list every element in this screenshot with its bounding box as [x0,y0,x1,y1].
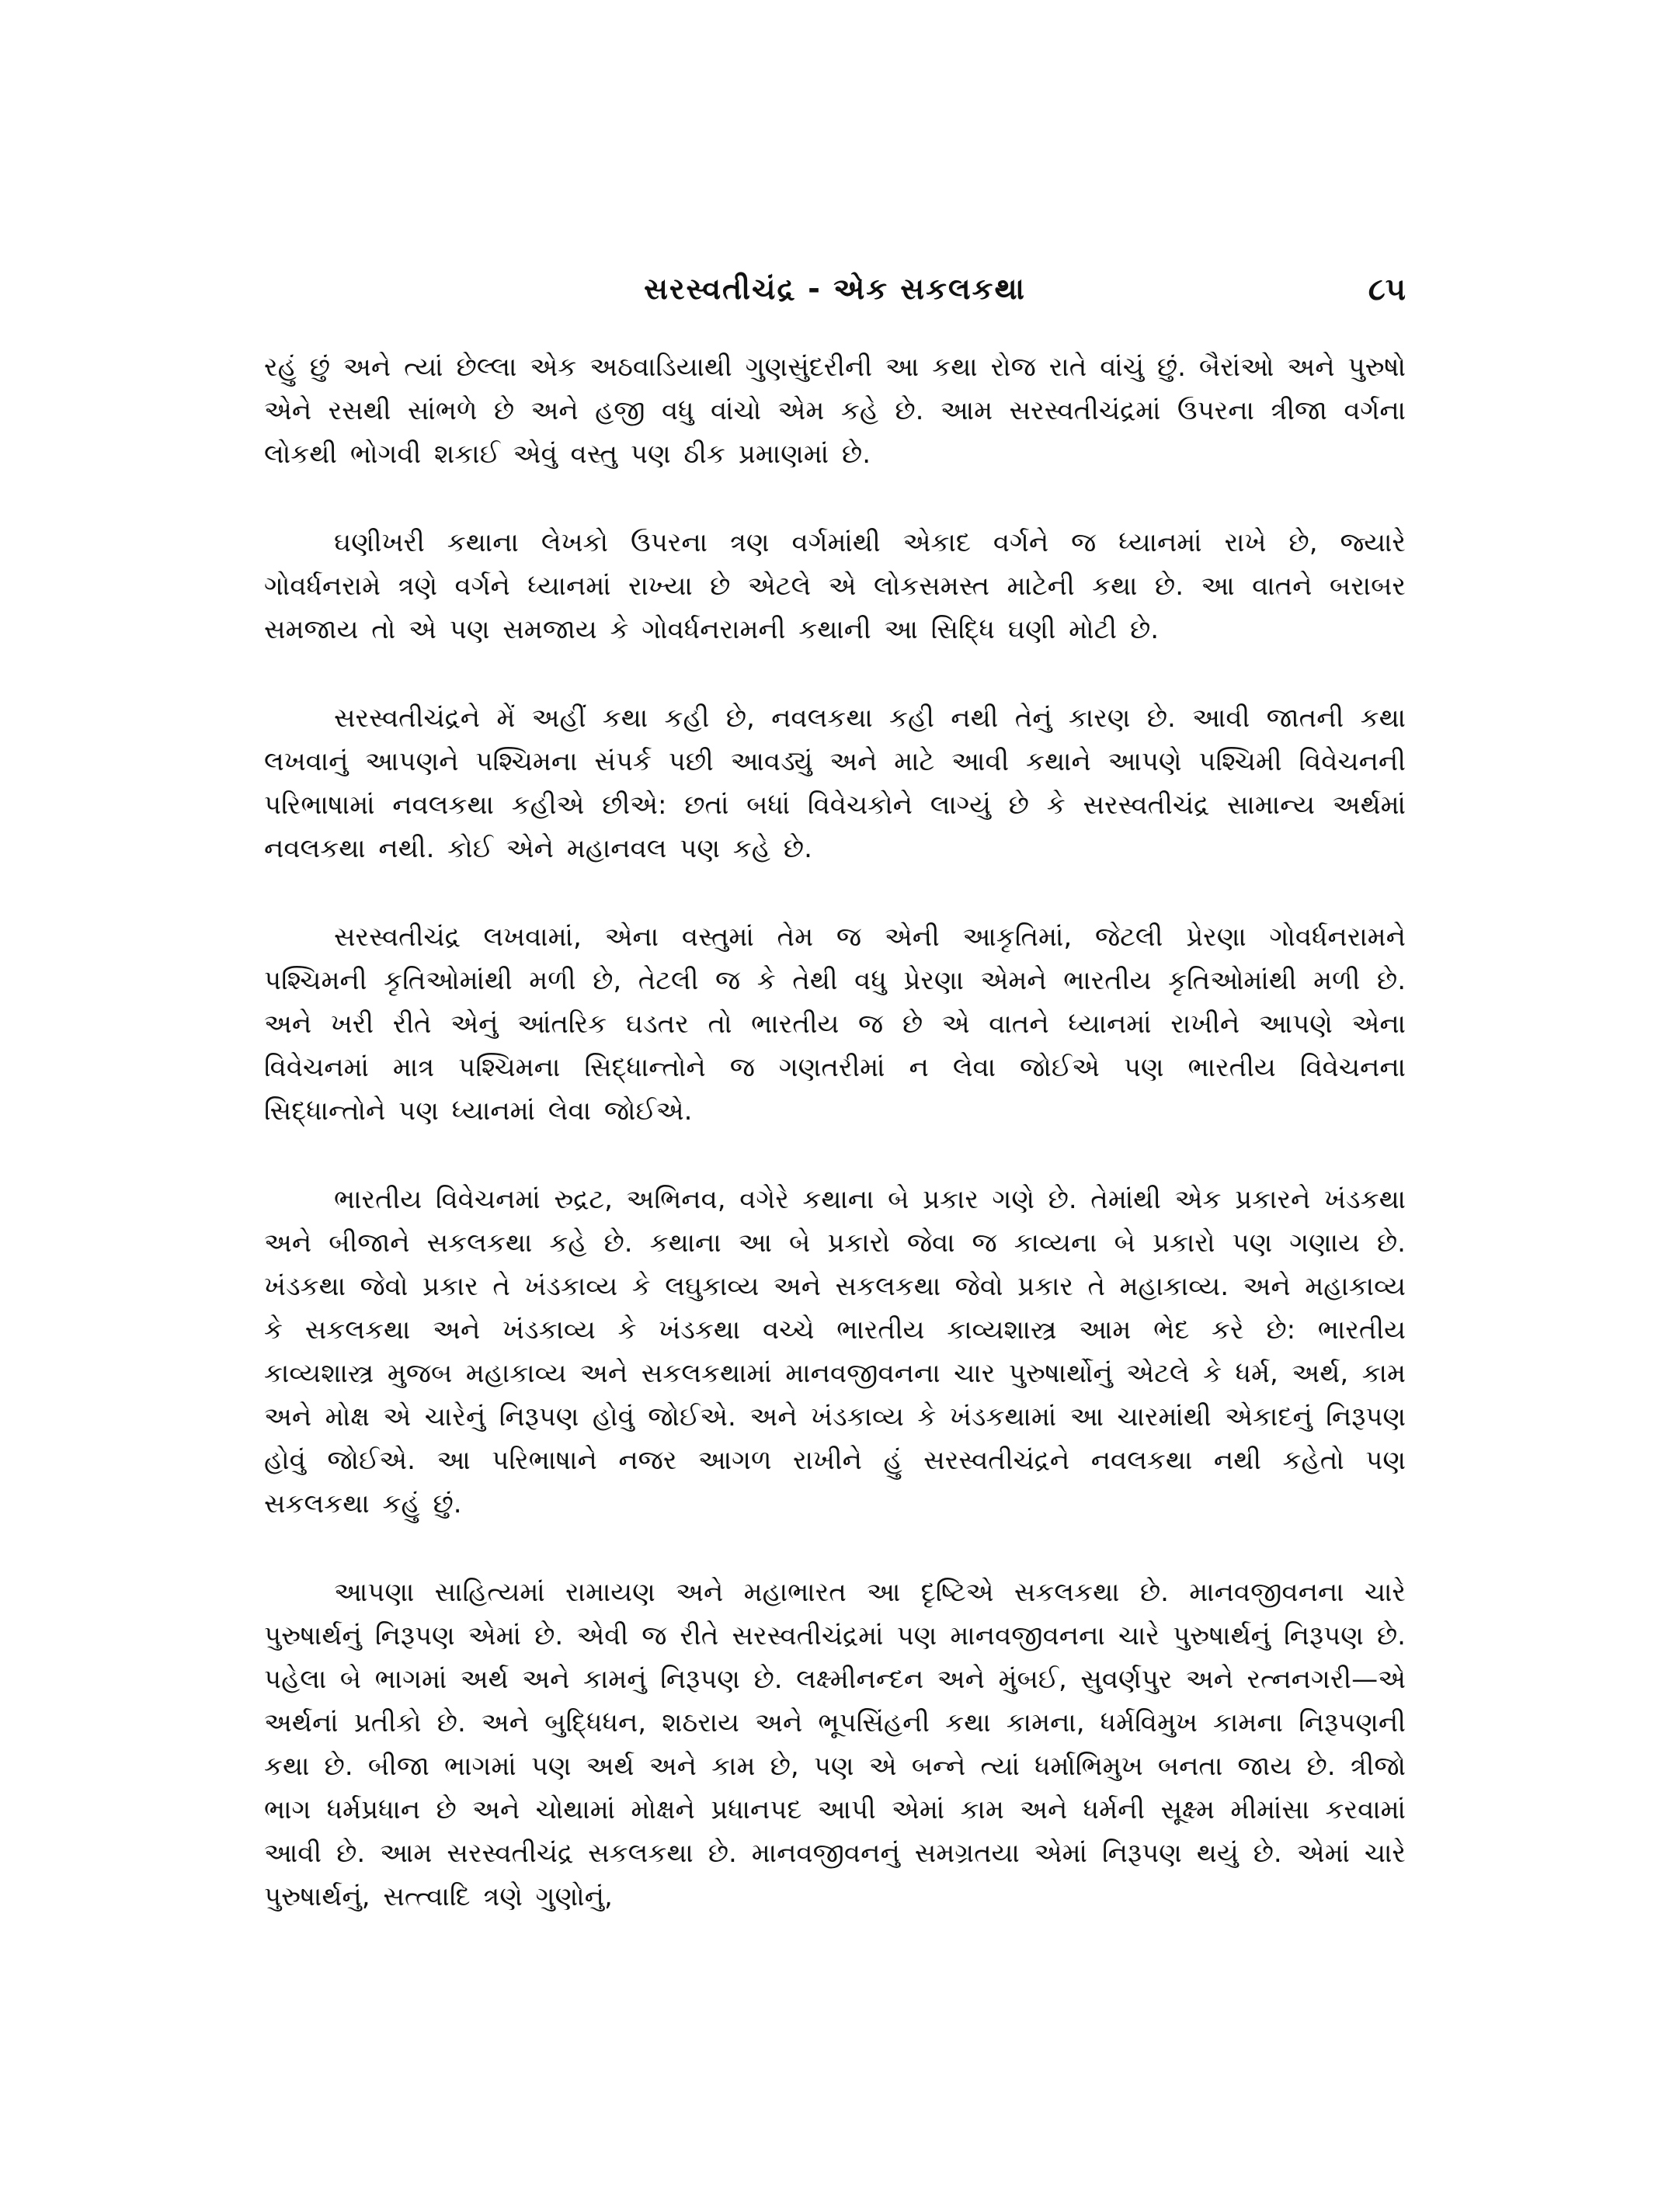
page-header [264,272,1406,318]
paragraph: ઘણીખરી કથાના લેખકો ઉપરના ત્રણ વર્ગમાંથી એકાદ વર્ગને જ ધ્યાનમાં રાખે છે, જ્યારે ગોવર્ધનરામે ત્રણે વર્ગને ધ્યાનમાં રાખ્યા છે એટલે એ લોકસમસ્ત માટેની કથા છે. આ વાતને બરાબર સમજાય તો એ પણ સમજાય કે ગોવર્ધનરામની કથાની આ સિદ્ધિ ઘણી મોટી છે. [264,527,1406,645]
paragraph: સરસ્વતીચંદ્રને મેં અહીં કથા કહી છે, નવલકથા કહી નથી તેનું કારણ છે. આવી જાતની કથા લખવાનું આપણને પશ્ચિમના સંપર્ક પછી આવડ્યું અને માટે આવી કથાને આપણે પશ્ચિમી વિવેચનની પરિભાષામાં નવલકથા કહીએ છીએ: છતાં બધાં વિવેચકોને લાગ્યું છે કે સરસ્વતીચંદ્ર સામાન્ય અર્થમાં નવલકથા નથી. કોઈ એને મહાનવલ પણ કહે છે. [264,703,1406,864]
paragraph: સરસ્વતીચંદ્ર લખવામાં, એના વસ્તુમાં તેમ જ એની આકૃતિમાં, જેટલી પ્રેરણા ગોવર્ધનરામને પશ્ચિમની કૃતિઓમાંથી મળી છે, તેટલી જ કે તેથી વધુ પ્રેરણા એમને ભારતીય કૃતિઓમાંથી મળી છે. અને ખરી રીતે એનું આંતરિક ઘડતર તો ભારતીય જ છે એ વાતને ધ્યાનમાં રાખીને આપણે એના વિવેચનમાં માત્ર પશ્ચિમના સિદ્ધાન્તોને જ ગણતરીમાં ન લેવા જોઈએ પણ ભારતીય વિવેચનના સિદ્ધાન્તોને પણ ધ્યાનમાં લેવા જોઈએ. [264,922,1406,1127]
body-text [264,346,1406,1964]
page-number: ૮૫ [1368,272,1406,307]
running-title: સરસ્વતીચંદ્ર - એક સકલકથા [644,272,1026,306]
paragraph: આપણા સાહિત્યમાં રામાયણ અને મહાભારત આ દૃષ્ટિએ સકલકથા છે. માનવજીવનના ચારે પુરુષાર્થનું નિરૂપણ એમાં છે. એવી જ રીતે સરસ્વતીચંદ્રમાં પણ માનવજીવનના ચારે પુરુષાર્થનું નિરૂપણ છે. પહેલા બે ભાગમાં અર્થ અને કામનું નિરૂપણ છે. લક્ષ્મીનન્દન અને મુંબઈ, સુવર્ણપુર અને રત્નનગરી—એ અર્થનાં પ્રતીકો છે. અને બુદ્ધિધન, શઠરાય અને ભૂપસિંહની કથા કામના, ધર્મવિમુખ કામના નિરૂપણની કથા છે. બીજા ભાગમાં પણ અર્થ અને કામ છે, પણ એ બન્ને ત્યાં ધર્માભિમુખ બનતા જાય છે. ત્રીજો ભાગ ધર્મપ્રધાન છે અને ચોથામાં મોક્ષને પ્રધાનપદ આપી એમાં કામ અને ધર્મની સૂક્ષ્મ મીમાંસા કરવામાં આવી છે. આમ સરસ્વતીચંદ્ર સકલકથા છે. માનવજીવનનું સમગ્રતયા એમાં નિરૂપણ થયું છે. એમાં ચારે પુરુષાર્થનું, સત્ત્વાદિ ત્રણે ગુણોનું, [264,1577,1406,1912]
paragraph: રહું છું અને ત્યાં છેલ્લા એક અઠવાડિયાથી ગુણસુંદરીની આ કથા રોજ રાતે વાંચું છું. બૈરાંઓ અને પુરુષો એને રસથી સાંભળે છે અને હજી વધુ વાંચો એમ કહે છે. આમ સરસ્વતીચંદ્રમાં ઉપરના ત્રીજા વર્ગના લોકથી ભોગવી શકાઈ એવું વસ્તુ પણ ઠીક પ્રમાણમાં છે. [264,352,1406,470]
paragraph: ભારતીય વિવેચનમાં રુદ્રટ, અભિનવ, વગેરે કથાના બે પ્રકાર ગણે છે. તેમાંથી એક પ્રકારને ખંડકથા અને બીજાને સકલકથા કહે છે. કથાના આ બે પ્રકારો જેવા જ કાવ્યના બે પ્રકારો પણ ગણાય છે. ખંડકથા જેવો પ્રકાર તે ખંડકાવ્ય કે લઘુકાવ્ય અને સકલકથા જેવો પ્રકાર તે મહાકાવ્ય. અને મહાકાવ્ય કે સકલકથા અને ખંડકાવ્ય કે ખંડકથા વચ્ચે ભારતીય કાવ્યશાસ્ત્ર આમ ભેદ કરે છે: ભારતીય કાવ્યશાસ્ત્ર મુજબ મહાકાવ્ય અને સકલકથામાં માનવજીવનના ચાર પુરુષાર્થોનું એટલે કે ધર્મ, અર્થ, કામ અને મોક્ષ એ ચારેનું નિરૂપણ હોવું જોઈએ. અને ખંડકાવ્ય કે ખંડકથામાં આ ચારમાંથી એકાદનું નિરૂપણ હોવું જોઈએ. આ પરિભાષાને નજર આગળ રાખીને હું સરસ્વતીચંદ્રને નવલકથા નથી કહેતો પણ સકલકથા કહું છું. [264,1184,1406,1519]
